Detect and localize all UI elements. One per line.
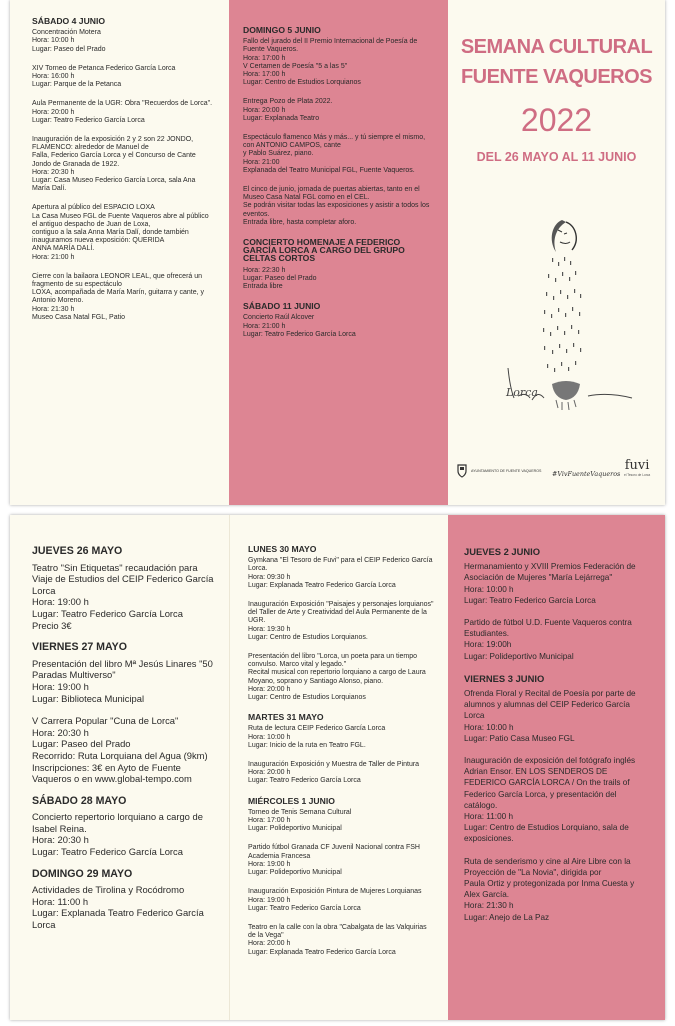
- event-date-heading: MIÉRCOLES 1 JUNIO: [248, 795, 335, 806]
- cover-title-line2: FUENTE VAQUEROS: [460, 66, 653, 88]
- event-date-heading: SÁBADO 28 MAYO: [32, 794, 127, 807]
- event-description: Inauguración Exposición Pintura de Mujeres Lorquianas Hora: 19:00 h Lugar: Teatro Federico García Lorca: [248, 888, 422, 912]
- event-description: Partido de fútbol U.D. Fuente Vaqueros contra Estudiantes. Hora: 19:00h Lugar: Polideportivo Municipal: [464, 618, 632, 661]
- event-description: Apertura al público del ESPACIO LOXA La Casa Museo FGL de Fuente Vaqueros abre al público el antiguo despacho de Juan de Loxa, contiguo a la sala Anna María Dalí, donde también inauguramos nueva exposición: QUERIDA ANNA MARÍA DALÍ. Hora: 21:00 h: [32, 204, 209, 261]
- event-description: Torneo de Tenis Semana Cultural Hora: 17:00 h Lugar: Polideportivo Municipal: [248, 808, 352, 833]
- event-description: V Carrera Popular "Cuna de Lorca" Hora: 20:30 h Lugar: Paseo del Prado Recorrido: Ruta Lorquiana del Agua (9km) Inscripciones: 3€ en Ayto de Fuente Vaqueros o en www.global-tempo.com: [32, 715, 208, 785]
- bottom-middle-column: [229, 515, 448, 1020]
- event-description: Hermanamiento y XVIII Premios Federación de Asociación de Mujeres "María Lejárrega" Hora: 10:00 h Lugar: Teatro Federico García Lorca: [464, 562, 636, 605]
- event-item: [32, 17, 215, 54]
- event-description: Inauguración de exposición del fotógrafo inglés Adrian Ensor. EN LOS SENDEROS DE FEDERICO GARCÍA LORCA / On the trails of Federico García Lorca, y presentación del catálogo. Hora: 11:00 h Lugar: Centro de Estudios Lorquiano, sala de exposiciones.: [464, 756, 636, 844]
- event-item: [464, 856, 651, 923]
- event-item: [32, 715, 215, 785]
- event-description: Fallo del jurado del II Premio Internacional de Poesía de Fuente Vaqueros. Hora: 17:00 h V Certamen de Poesía "5 a las 5" Hora: 17:00 h Lugar: Centro de Estudios Lorquianos: [243, 38, 418, 87]
- event-date-heading: SÁBADO 4 JUNIO: [32, 16, 106, 26]
- event-item: [248, 844, 434, 877]
- event-description: Ruta de lectura CEIP Federico García Lorca Hora: 10:00 h Lugar: Inicio de la ruta en Teatro FGL.: [248, 725, 386, 749]
- event-description: Concierto Raúl Alcover Hora: 21:00 h Lugar: Teatro Federico García Lorca: [243, 314, 356, 338]
- event-item: [32, 204, 215, 261]
- event-date-heading: LUNES 30 MAYO: [248, 544, 317, 554]
- event-description: Inauguración Exposición "Paisajes y personajes lorquianos" del Taller de Arte y Creatividad del Aula Permanente de la UGR. Hora: 19:30 h Lugar: Centro de Estudios Lorquianos.: [248, 601, 434, 641]
- event-item: [243, 186, 432, 227]
- event-date-heading: JUEVES 26 MAYO: [32, 545, 123, 557]
- event-item: [248, 713, 434, 750]
- top-left-column: [10, 0, 229, 505]
- event-description: Gymkana "El Tesoro de Fuvi" para el CEIP Federico García Lorca. Hora: 09:30 h Lugar: Explanada Teatro Federico García Lorca: [248, 557, 433, 589]
- event-description: Inauguración Exposición y Muestra de Taller de Pintura Hora: 20:00 h Lugar: Teatro Federico García Lorca: [248, 761, 420, 785]
- fuvi-logo-text: fuvi: [624, 458, 650, 473]
- cover-dates: DEL 26 MAYO AL 11 JUNIO: [476, 150, 637, 164]
- event-item: [243, 238, 432, 291]
- event-item: [248, 761, 434, 786]
- top-middle-column: [229, 0, 448, 505]
- event-date-heading: CONCIERTO HOMENAJE A FEDERICO GARCÍA LORCA A CARGO DEL GRUPO CELTAS CORTOS: [243, 237, 405, 264]
- event-description: Aula Permanente de la UGR: Obra "Recuerdos de Lorca". Hora: 20:00 h Lugar: Teatro Federico García Lorca: [32, 100, 213, 124]
- event-item: [248, 545, 434, 590]
- event-description: Ruta de senderismo y cine al Aire Libre con la Proyección de "La Novia", dirigida por Paula Ortiz y protegonizada por Inma Cuesta y Alex García. Hora: 21:30 h Lugar: Anejo de La Paz: [464, 856, 635, 922]
- event-description: Inauguración de la exposición 2 y 2 son 22 JONDO, FLAMENCO: alrededor de Manuel de Falla, Federico García Lorca y el Concurso de Cante Jondo de Granada de 1922. Hora: 20:30 h Lugar: Casa Museo Federico García Lorca, sala Ana María Dalí.: [32, 136, 196, 193]
- fuvi-logo: [624, 458, 650, 477]
- event-item: [32, 136, 215, 193]
- event-date-heading: SÁBADO 11 JUNIO: [243, 301, 321, 312]
- event-description: Presentación del libro "Lorca, un poeta para un tiempo convulso. Marco vital y legado." Recital musical con repertorio lorquiano a cargo de Laura Moyano, soprano y Santiago Alonso, piano. Hora: 20:00 h Lugar: Centro de Estudios Lorquianos: [248, 653, 426, 702]
- event-item: [464, 617, 651, 662]
- event-item: [248, 601, 434, 642]
- event-date-heading: JUEVES 2 JUNIO: [464, 546, 541, 557]
- bottom-brochure-sheet: [10, 515, 665, 1020]
- event-item: [464, 546, 651, 606]
- event-description: Partido fútbol Granada CF Juvenil Nacional contra FSH Academia Francesa Hora: 19:00 h Lugar: Polideportivo Municipal: [248, 844, 420, 877]
- event-item: [248, 924, 434, 957]
- event-description: Espectáculo flamenco Más y más... y tú siempre el mismo, con ANTONIO CAMPOS, cante y Pablo Suárez, piano. Hora: 21:00 Explanada del Teatro Municipal FGL, Fuente Vaqueros.: [243, 134, 426, 174]
- hashtag-logo: #VivFuenteVaqueros: [552, 470, 621, 478]
- event-description: Teatro en la calle con la obra "Cabalgata de las Valquirias de la Vega" Hora: 20:00 h Lugar: Explanada Teatro Federico García Lorca: [248, 923, 427, 956]
- cover-year: 2022: [520, 102, 593, 138]
- event-item: [248, 888, 434, 913]
- event-item: [243, 98, 432, 123]
- event-item: [32, 273, 215, 322]
- ayuntamiento-logo-text: AYUNTAMIENTO DE FUENTE VAQUEROS: [471, 469, 542, 473]
- event-date-heading: VIERNES 3 JUNIO: [464, 672, 545, 684]
- coat-of-arms-icon: [456, 464, 468, 478]
- fuvi-logo-subtitle: el Tesoro de Lorca: [624, 473, 651, 477]
- event-date-heading: VIERNES 27 MAYO: [32, 641, 127, 654]
- event-item: [32, 869, 215, 931]
- event-item: [32, 546, 215, 631]
- event-item: [243, 26, 432, 87]
- event-description: Concentración Motera Hora: 10:00 h Lugar: Paseo del Prado: [32, 29, 106, 53]
- event-item: [248, 797, 434, 834]
- event-description: Entrega Pozo de Plata 2022. Hora: 20:00 h Lugar: Explanada Teatro: [243, 98, 333, 122]
- event-item: [243, 134, 432, 175]
- event-description: Presentación del libro Mª Jesús Linares "50 Paradas Multiverso" Hora: 19:00 h Lugar: Biblioteca Municipal: [32, 657, 213, 704]
- event-date-heading: DOMINGO 5 JUNIO: [243, 25, 321, 35]
- event-item: [32, 65, 215, 90]
- event-description: Cierre con la bailaora LEONOR LEAL, que ofrecerá un fragmento de su espectáculo LOXA, acompañada de María Marín, guitarra y cante, y Antonio Moreno. Hora: 21:30 h Museo Casa Natal FGL, Patio: [32, 272, 204, 321]
- event-description: Concierto repertorio lorquiano a cargo de Isabel Reina. Hora: 20:30 h Lugar: Teatro Federico García Lorca: [32, 811, 203, 858]
- event-item: [243, 302, 432, 339]
- event-item: [32, 796, 215, 858]
- event-description: Hora: 22:30 h Lugar: Paseo del Prado Entrada libre: [243, 266, 317, 291]
- event-item: [32, 100, 215, 125]
- event-description: Ofrenda Floral y Recital de Poesía por parte de alumnos y alumnas del CEIP Federico García Lorca Hora: 10:00 h Lugar: Patio Casa Museo FGL: [464, 689, 636, 743]
- bottom-left-column: [10, 515, 229, 1020]
- event-description: Teatro "Sin Etiquetas" recaudación para Viaje de Estudios del CEIP Federico García Lorca Hora: 19:00 h Lugar: Teatro Federico García Lorca Precio 3€: [32, 561, 214, 631]
- event-date-heading: DOMINGO 29 MAYO: [32, 867, 133, 880]
- top-brochure-sheet: [10, 0, 665, 505]
- cover-panel: [448, 0, 665, 505]
- event-item: [32, 642, 215, 704]
- event-date-heading: MARTES 31 MAYO: [248, 712, 324, 723]
- event-item: [464, 755, 651, 845]
- event-description: XIV Torneo de Petanca Federico García Lorca Hora: 16:00 h Lugar: Parque de la Petanca: [32, 64, 176, 89]
- cover-title-line1: SEMANA CULTURAL: [460, 36, 653, 58]
- lorca-moon-drawing: [448, 200, 665, 460]
- ayuntamiento-logo: [456, 464, 541, 478]
- event-description: El cinco de junio, jornada de puertas abiertas, tanto en el Museo Casa Natal FGL como en el CEL. Se podrán visitar todas las exposiciones y asistir a todos los eventos. Entrada libre, hasta completar aforo.: [243, 186, 430, 226]
- event-item: [248, 653, 434, 702]
- bottom-right-column: [448, 515, 665, 1020]
- event-description: Actividades de Tirolina y Rocódromo Hora: 11:00 h Lugar: Explanada Teatro Federico García Lorca: [32, 884, 204, 931]
- event-item: [464, 673, 651, 744]
- lorca-signature: Lorca: [506, 386, 538, 399]
